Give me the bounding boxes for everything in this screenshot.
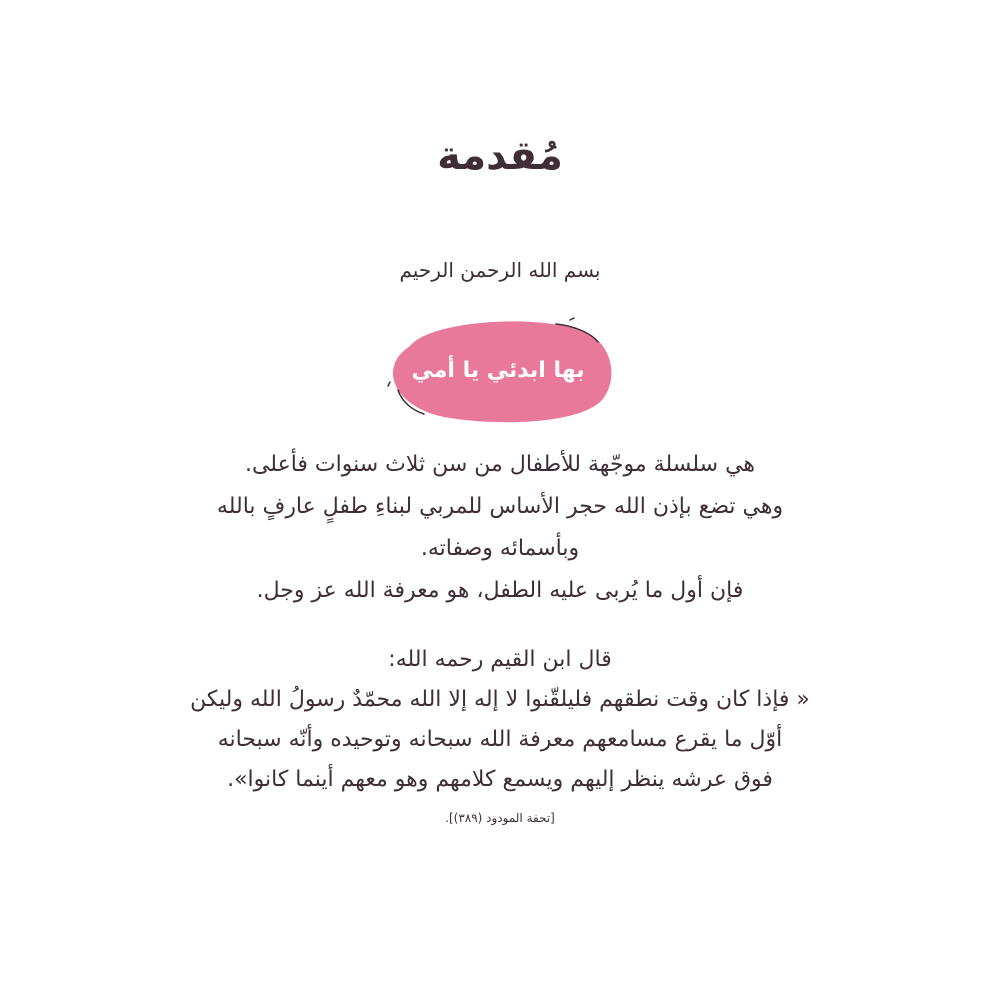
intro-line: وهي تضع بإذن الله حجر الأساس للمربي لبناءِ طفلٍ عارفٍ بالله <box>216 494 784 519</box>
intro-line: وبأسمائه وصفاته. <box>420 536 580 561</box>
intro-paragraph <box>120 444 880 612</box>
quote-attribution: قال ابن القيم رحمه الله: <box>388 647 612 672</box>
quote-line: فوق عرشه ينظر إليهم ويسمع كلامهم وهو معهم أينما كانوا». <box>227 767 773 792</box>
quote-line: « فإذا كان وقت نطقهم فليلقّنوا لا إله إلا الله محمّدٌ رسولُ الله وليكن <box>190 687 810 712</box>
basmala-line: بسم الله الرحمن الرحيم <box>399 258 601 282</box>
quote-citation: [تحفة المودود (٣٨٩)]. <box>445 811 555 825</box>
series-badge-label: بها ابدئي يا أمي <box>411 357 585 383</box>
quote-line: أوّل ما يقرع مسامعهم معرفة الله سبحانه وتوحيده وأنّه سبحانه <box>217 727 783 752</box>
quote-block <box>110 640 890 800</box>
intro-line: فإن أول ما يُربى عليه الطفل، هو معرفة الله عز وجل. <box>256 578 744 603</box>
intro-line: هي سلسلة موجّهة للأطفال من سن ثلاث سنوات فأعلى. <box>244 452 756 477</box>
page-title: مُقدمة <box>437 133 563 179</box>
series-badge <box>380 316 616 424</box>
